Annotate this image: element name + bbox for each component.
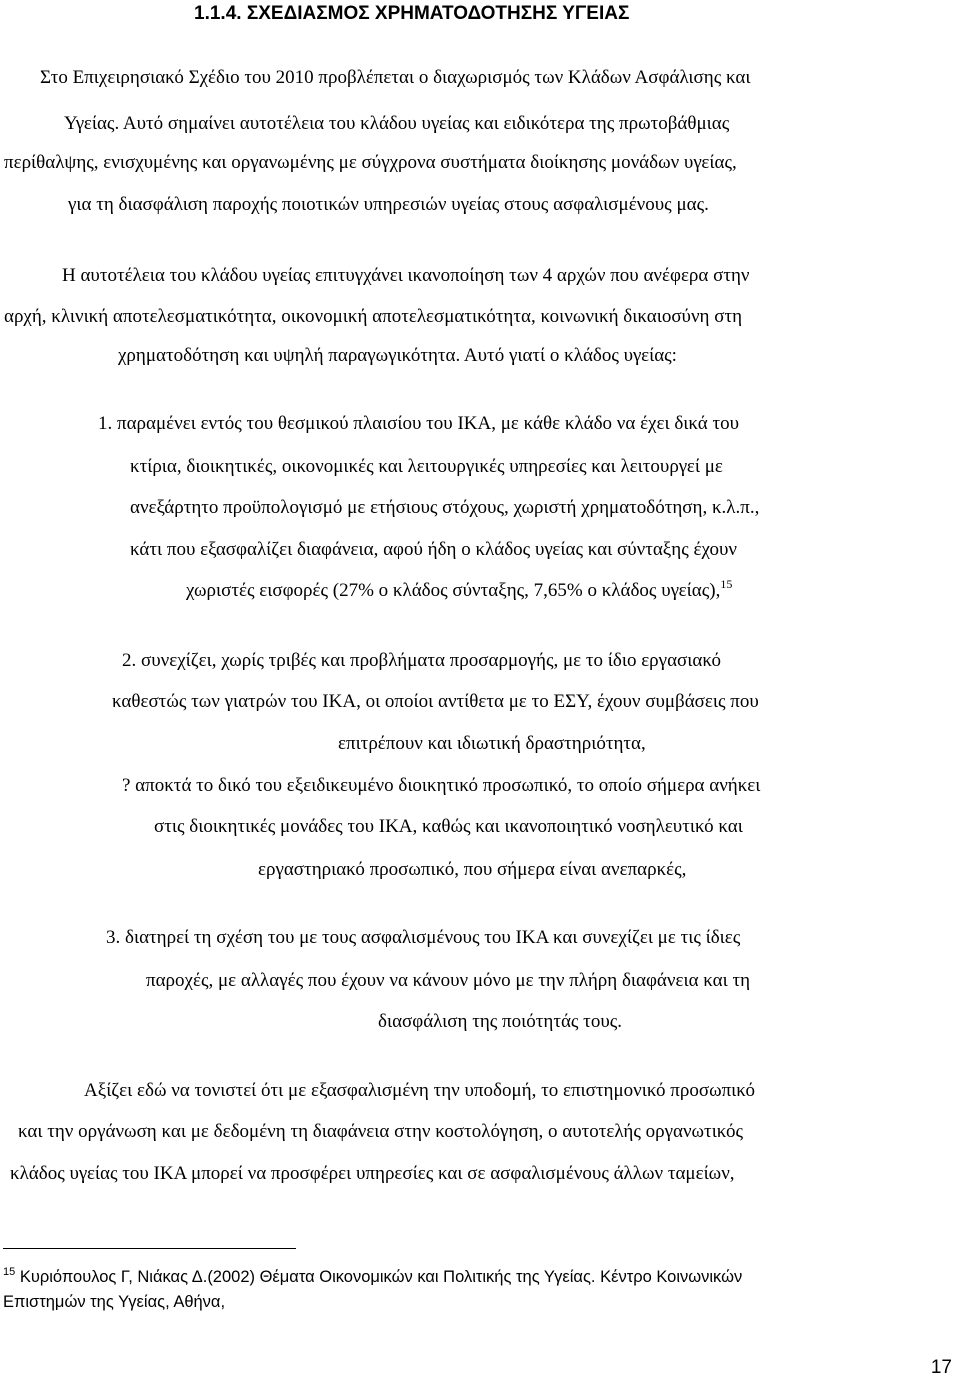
list-item-line: ανεξάρτητο προϋπολογισμό με ετήσιους στόχους, χωριστή χρηματοδότηση, κ.λ.π.,: [130, 497, 760, 518]
section-heading: 1.1.4. ΣΧΕΔΙΑΣΜΟΣ ΧΡΗΜΑΤΟΔΟΤΗΣΗΣ ΥΓΕΙΑΣ: [194, 3, 630, 24]
list-item-line: διασφάλιση της ποιότητάς τους.: [378, 1011, 623, 1032]
footnote-mark: 15: [3, 1266, 16, 1278]
paragraph-line: Αξίζει εδώ να τονιστεί ότι με εξασφαλισμένη την υποδομή, το επιστημονικό προσωπικό: [84, 1080, 755, 1101]
list-item-line: κτίρια, διοικητικές, οικονομικές και λειτουργικές υπηρεσίες και λειτουργεί με: [130, 456, 723, 477]
list-item-line: κάτι που εξασφαλίζει διαφάνεια, αφού ήδη ο κλάδος υγείας και σύνταξης έχουν: [130, 539, 737, 560]
paragraph-line: Η αυτοτέλεια του κλάδου υγείας επιτυγχάνει ικανοποίηση των 4 αρχών που ανέφερα στην: [62, 265, 750, 286]
list-item-line: εργαστηριακό προσωπικό, που σήμερα είναι ανεπαρκές,: [258, 859, 687, 880]
footnote-reference: 15: [720, 577, 733, 591]
list-item-line: παροχές, με αλλαγές που έχουν να κάνουν μόνο με την πλήρη διαφάνεια και τη: [146, 970, 751, 991]
paragraph-line: κλάδος υγείας του ΙΚΑ μπορεί να προσφέρει υπηρεσίες και σε ασφαλισμένους άλλων ταμείων,: [10, 1163, 735, 1184]
list-item-line: 3. διατηρεί τη σχέση του με τους ασφαλισμένους του ΙΚΑ και συνεχίζει με τις ίδιες: [106, 927, 741, 948]
footnote-text: Κυριόπουλος Γ, Νιάκας Δ.(2002) Θέματα Οικονομικών και Πολιτικής της Υγείας. Κέντρο Κοινωνικών: [19, 1268, 743, 1286]
paragraph-line: χρηματοδότηση και υψηλή παραγωγικότητα. Αυτό γιατί ο κλάδος υγείας:: [118, 345, 677, 366]
list-item-line: 1. παραμένει εντός του θεσμικού πλαισίου του ΙΚΑ, με κάθε κλάδο να έχει δικά του: [98, 413, 740, 434]
paragraph-line: Στο Επιχειρησιακό Σχέδιο του 2010 προβλέπεται ο διαχωρισμός των Κλάδων Ασφάλισης και: [40, 67, 751, 88]
list-item-line: επιτρέπουν και ιδιωτική δραστηριότητα,: [338, 733, 646, 754]
list-item-line: 2. συνεχίζει, χωρίς τριβές και προβλήματα προσαρμογής, με το ίδιο εργασιακό: [122, 650, 721, 671]
footnote-separator: [3, 1248, 296, 1249]
paragraph-line: αρχή, κλινική αποτελεσματικότητα, οικονομική αποτελεσματικότητα, κοινωνική δικαιοσύνη στη: [4, 306, 743, 327]
list-item-text: χωριστές εισφορές (27% ο κλάδος σύνταξης, 7,65% ο κλάδος υγείας),: [186, 580, 721, 601]
paragraph-line: Υγείας. Αυτό σημαίνει αυτοτέλεια του κλάδου υγείας και ειδικότερα της πρωτοβάθμιας: [64, 113, 730, 134]
page-number: 17: [930, 1357, 952, 1378]
footnote: [3, 1265, 953, 1315]
footnote-line: Επιστημών της Υγείας, Αθήνα,: [3, 1293, 226, 1311]
paragraph-line: περίθαλψης, ενισχυμένης και οργανωμένης με σύγχρονα συστήματα διοίκησης μονάδων υγείας,: [4, 152, 737, 173]
list-item-line: καθεστώς των γιατρών του ΙΚΑ, οι οποίοι αντίθετα με το ΕΣΥ, έχουν συμβάσεις που: [112, 691, 759, 712]
footnote-line: [3, 1265, 953, 1290]
paragraph-line: και την οργάνωση και με δεδομένη τη διαφάνεια στην κοστολόγηση, ο αυτοτελής οργανωτικός: [18, 1121, 743, 1142]
list-item-line: στις διοικητικές μονάδες του ΙΚΑ, καθώς και ικανοποιητικό νοσηλευτικό και: [154, 816, 743, 837]
list-item-line: [186, 579, 732, 603]
list-item-line: ? αποκτά το δικό του εξειδικευμένο διοικητικό προσωπικό, το οποίο σήμερα ανήκει: [122, 775, 761, 796]
paragraph-line: για τη διασφάλιση παροχής ποιοτικών υπηρεσιών υγείας στους ασφαλισμένους μας.: [68, 194, 709, 215]
